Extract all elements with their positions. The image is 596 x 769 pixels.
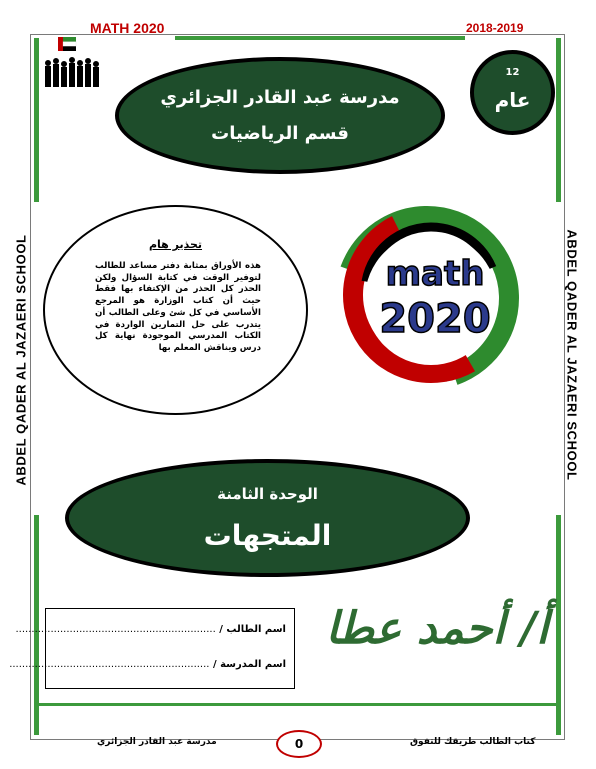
footer-slogan: كتاب الطالب طريقك للتفوق	[410, 737, 536, 747]
side-school-name-left: ABDEL QADER AL JAZAERI SCHOOL	[13, 234, 29, 486]
warning-title: تحذير هام	[148, 238, 203, 251]
grade-track: عام	[494, 88, 531, 112]
logo-year: 2020	[379, 296, 491, 342]
page-number: 0	[276, 730, 322, 758]
department-name: قسم الرياضيات	[211, 123, 349, 144]
warning-body: هذه الأوراق بمثابة دفتر مساعد للطالب لتوفير الوقت في كتابة السؤال ولكن الحذر كل الحذر من الإكتفاء بها فقط حيث أن كتاب الوزارة هو المرجع الأساسي في كل شئ وعلى الطالب أن يتدرب على حل التمارين الواردة في الكتاب المدرسي الموجودة نهاية كل درس ويناقش المعلم بها	[95, 261, 261, 353]
frame-bar-right-bottom	[556, 515, 561, 735]
frame-bar-top	[175, 36, 465, 40]
school-name-dots: ...............................................................	[9, 659, 210, 670]
side-school-name-right: ABDEL QADER AL JAZAERI SCHOOL	[564, 229, 580, 481]
grade-number: 12	[505, 67, 520, 78]
uae-flag-icon	[58, 37, 76, 51]
unit-title: المتجهات	[203, 519, 332, 552]
school-name: مدرسة عبد القادر الجزائري	[160, 87, 400, 108]
logo-word: math	[385, 254, 485, 294]
school-title-oval	[115, 57, 445, 174]
footer-school-name: مدرسة عبد القادر الجزائري	[97, 737, 217, 747]
grade-badge	[470, 50, 555, 135]
unit-number: الوحدة الثامنة	[217, 485, 318, 503]
student-name-label: اسم الطالب /	[219, 624, 286, 635]
frame-bar-bottom	[34, 703, 561, 706]
student-name-row[interactable]	[15, 624, 286, 635]
teacher-name: أ/ أحمد عطا	[325, 603, 549, 654]
school-name-label: اسم المدرسة /	[212, 659, 286, 670]
math-2020-logo	[327, 195, 522, 390]
header-year: 2018-2019	[466, 21, 524, 35]
header-title: MATH 2020	[90, 20, 165, 36]
unit-title-oval	[65, 459, 470, 577]
school-name-row[interactable]	[9, 659, 286, 670]
student-info-box	[9, 608, 295, 689]
crowd-silhouette-icon	[44, 55, 100, 87]
frame-bar-right-top	[556, 38, 561, 202]
warning-oval	[43, 205, 308, 415]
student-name-dots: ...............................................................	[15, 624, 216, 635]
frame-bar-left-top	[34, 38, 39, 202]
